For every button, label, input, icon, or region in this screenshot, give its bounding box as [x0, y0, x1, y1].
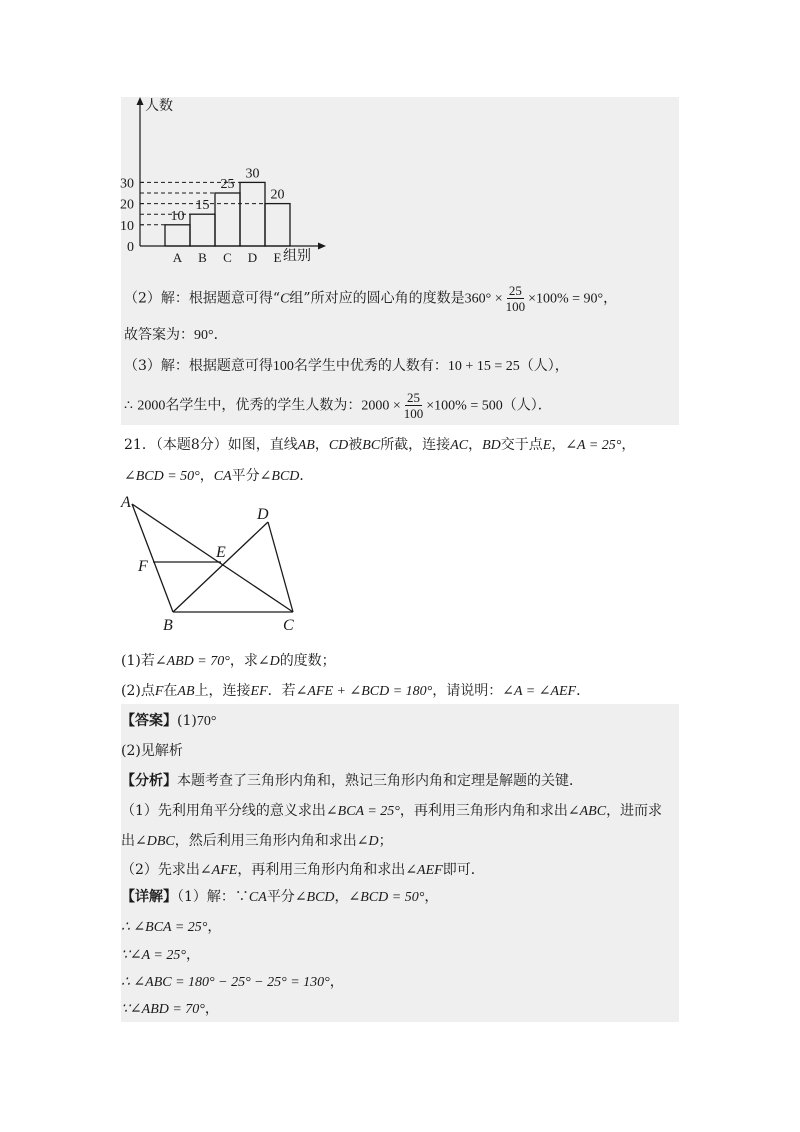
bar-value-label: 30	[245, 166, 260, 182]
part3-unit: （人），	[519, 358, 569, 374]
detail-a: （1）解：∵	[177, 889, 249, 905]
part3-line2	[124, 390, 552, 421]
part3-fraction	[402, 390, 426, 421]
detail-ca: CA	[248, 890, 267, 905]
detail-line	[121, 886, 438, 906]
part3-line2-text: 名学生中，优秀的学生人数为：	[165, 397, 362, 414]
proof-step3: ∴ ∠ABC = 180° − 25° − 25° = 130°	[121, 975, 330, 990]
part2-lead: （2）解：根据题意可得“	[124, 290, 281, 307]
part2-answer-end: ．	[213, 327, 228, 343]
sub2-connect: 上，连接	[194, 683, 251, 699]
part3-expr: 10 + 15 = 25	[447, 359, 520, 374]
q21-bd: BD	[482, 438, 501, 453]
segment-bd	[173, 522, 268, 612]
bar-chart	[115, 93, 335, 268]
bar	[265, 204, 290, 246]
detail-b: 平分	[266, 889, 295, 905]
sub2-explain: ，请说明：	[432, 683, 503, 699]
x-axis-label: 组别	[283, 249, 311, 264]
part2-line	[124, 283, 617, 314]
q21-text-d: 交于点	[500, 437, 543, 453]
q21-text-b: 被	[348, 437, 363, 453]
detail-val: ∠BCD = 50°	[348, 890, 425, 905]
bar	[190, 214, 215, 246]
proof-line1	[121, 916, 221, 936]
proof-step2-end: ，	[185, 947, 200, 963]
q21-sep1: ，	[314, 437, 329, 453]
sub2-ef: EF	[250, 684, 268, 699]
geometry-figure	[118, 494, 308, 634]
part2-answer-label: 故答案为：	[124, 327, 194, 343]
part3-mid: 名学生中优秀的人数有：	[293, 358, 448, 374]
point-d-label: D	[257, 506, 269, 523]
step1-b: ，再利用三角形内角和求出	[399, 803, 568, 819]
step1-d: 出	[121, 833, 135, 849]
sub2-point-f: F	[154, 684, 164, 699]
part3-expr2-post: ×100% = 500	[426, 398, 503, 414]
step2-afe: ∠AFE	[199, 863, 238, 878]
step2-b: ，再利用三角形内角和求出	[237, 862, 406, 878]
y-axis-label: 人数	[145, 99, 173, 114]
q21-ab: AB	[297, 438, 315, 453]
part3-total: 2000	[137, 398, 166, 414]
detail-bcd: ∠BCD	[294, 890, 335, 905]
sub2-on: 在	[163, 683, 178, 699]
step1-c: ，进而求	[606, 803, 663, 819]
answer1-value: 70°	[196, 714, 217, 729]
part2-frac-num: 25	[508, 283, 522, 298]
proof-line3	[121, 971, 344, 991]
bar-value-label: 20	[270, 187, 285, 203]
proof-step1: ∴ ∠BCA = 25°	[121, 920, 208, 935]
part2-frac-den: 100	[505, 299, 526, 314]
category-label: A	[172, 250, 183, 265]
category-label: C	[223, 250, 232, 265]
step1-abc: ∠ABC	[567, 804, 607, 819]
x-axis-arrow	[318, 243, 326, 250]
q21-e: E	[542, 438, 552, 453]
sub1-ask: ，求	[229, 653, 258, 669]
point-b-label: B	[163, 617, 173, 634]
part2-mid: 组”所对应的圆心角的度数是	[289, 290, 465, 307]
bar	[215, 193, 240, 246]
point-e-label: E	[216, 544, 226, 561]
y-tick-label: 20	[120, 197, 134, 213]
part3-unit2: （人）．	[502, 397, 552, 414]
bar	[240, 182, 265, 246]
part3-frac-den: 100	[403, 406, 424, 421]
part2-answer	[124, 324, 228, 344]
step1-line1	[121, 800, 662, 820]
step1-a: （1）先利用角平分线的意义求出	[121, 803, 326, 819]
step1-f: ；	[378, 833, 393, 849]
part3-line1	[124, 355, 569, 375]
analysis-text: 本题考查了三角形内角和，熟记三角形内角和定理是解题的关键．	[177, 773, 583, 789]
step1-angle: ∠BCA = 25°	[325, 804, 400, 819]
q21-line1	[124, 434, 635, 454]
part3-expr2-pre: 2000 ×	[361, 398, 401, 414]
answer2-text: (2)见解析	[121, 743, 183, 759]
step1-dbc: ∠DBC	[135, 834, 175, 849]
q21-text-c: 所截，连接	[380, 437, 451, 453]
analysis-label: 【分析】	[121, 773, 177, 789]
y-axis-arrow	[137, 97, 144, 105]
q21-cd: CD	[328, 438, 349, 453]
part2-answer-value: 90°	[194, 328, 214, 343]
q21-angle-bcd: ∠BCD	[259, 469, 300, 484]
y-tick-label: 0	[127, 240, 134, 255]
answer1-prefix: (1)	[177, 713, 197, 729]
q21-bc: BC	[362, 438, 381, 453]
step2-line	[121, 859, 485, 879]
q21-sep2: ，	[468, 437, 483, 453]
part2-fraction	[504, 283, 528, 314]
sub2-goal: ∠A = ∠AEF	[502, 684, 577, 699]
q21-line2	[124, 465, 313, 485]
analysis-line	[121, 770, 583, 790]
part2-end: ，	[603, 290, 618, 307]
therefore-symbol: ∴	[124, 397, 133, 414]
bar-value-label: 25	[220, 177, 235, 192]
q21-end: ．	[299, 468, 314, 484]
sub2-prefix: (2)点	[121, 683, 155, 699]
sub2-ab: AB	[177, 684, 195, 699]
c-group-letter: C	[280, 291, 290, 307]
point-a-label: A	[121, 494, 131, 511]
q21-ca: CA	[213, 469, 232, 484]
sub1-end: 的度数；	[279, 653, 336, 669]
proof-line2	[121, 944, 200, 964]
answer2-line	[121, 740, 183, 760]
q21-intro: 21．（本题8分）如图，直线	[124, 437, 298, 453]
point-f-label: F	[138, 558, 148, 575]
sub2-end: ．	[576, 683, 591, 699]
step2-c: 即可．	[442, 862, 485, 878]
q21-angle-bcd-value: ∠BCD = 50°	[124, 469, 200, 484]
category-label: B	[198, 250, 207, 265]
q21-sep3: ，	[551, 437, 566, 453]
part2-expr-pre: 360° ×	[464, 291, 503, 307]
step1-e: ，然后利用三角形内角和求出	[174, 833, 357, 849]
q21-ac: AC	[450, 438, 469, 453]
y-tick-label: 10	[120, 218, 134, 234]
proof-step4: ∵∠ABD = 70°	[121, 1002, 205, 1017]
answer-line	[121, 710, 216, 730]
category-label: D	[247, 250, 258, 265]
proof-line4	[121, 998, 219, 1018]
proof-step3-end: ，	[329, 974, 344, 990]
category-label: E	[273, 250, 282, 265]
q21-sub2	[121, 680, 590, 700]
proof-step4-end: ，	[204, 1001, 219, 1017]
part3-frac-num: 25	[407, 390, 421, 405]
q21-sub1	[121, 650, 336, 670]
q21-sep4: ，	[621, 437, 636, 453]
detail-c: ，	[334, 889, 349, 905]
bar-value-label: 15	[195, 198, 210, 214]
bar	[165, 225, 190, 246]
sub1-condition: ∠ABD = 70°	[154, 654, 230, 669]
step2-aef: ∠AEF	[405, 863, 443, 878]
point-c-label: C	[283, 617, 294, 634]
step1-line2	[121, 830, 393, 850]
sub1-target: ∠D	[257, 654, 280, 669]
proof-step2: ∵∠A = 25°	[121, 948, 186, 963]
detail-label: 【详解】	[121, 889, 177, 905]
part2-expr-post: ×100% = 90°	[528, 291, 604, 307]
proof-step1-end: ，	[207, 919, 222, 935]
answer-label: 【答案】	[121, 713, 177, 729]
detail-d: ，	[424, 889, 439, 905]
part3-lead: （3）解：根据题意可得	[124, 358, 273, 374]
q21-sep5: ，	[199, 468, 214, 484]
part3-n: 100	[272, 359, 294, 374]
sub1-prefix: (1)若	[121, 653, 155, 669]
q21-bisects: 平分	[231, 468, 260, 484]
step1-angle-d: ∠D	[356, 834, 379, 849]
sub2-if: ．若	[267, 683, 296, 699]
sub2-condition: ∠AFE + ∠BCD = 180°	[295, 684, 433, 699]
y-tick-label: 30	[120, 176, 134, 192]
q21-angle-a: ∠A = 25°	[565, 438, 622, 453]
bar-value-label: 10	[170, 208, 185, 224]
segment-ac	[132, 504, 293, 612]
step2-a: （2）先求出	[121, 862, 200, 878]
